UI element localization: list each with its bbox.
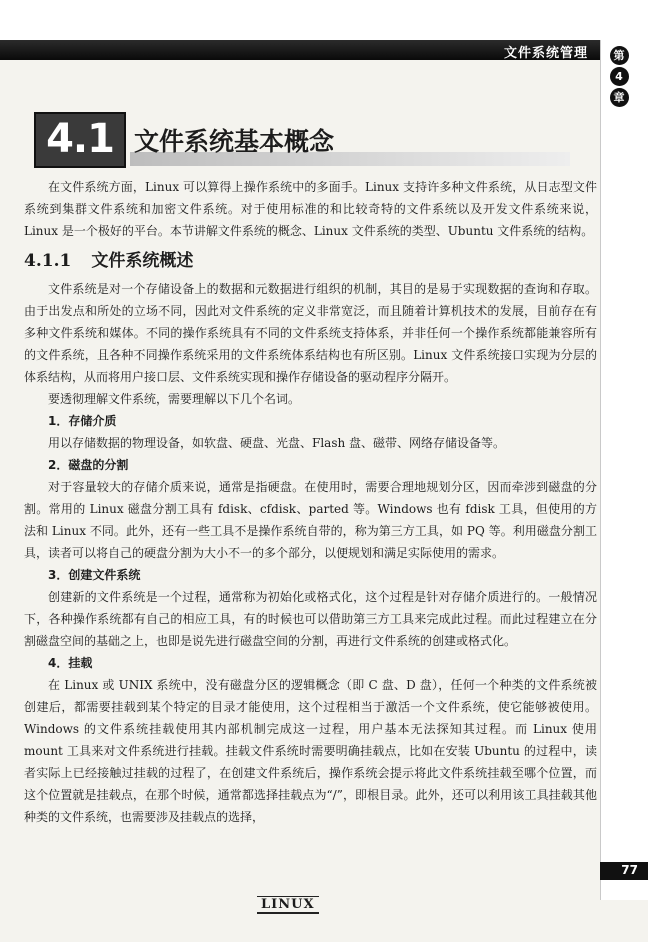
chapter-side-tab bbox=[600, 40, 648, 900]
subsection-title: 文件系统概述 bbox=[91, 251, 194, 271]
footer-logo: LINUX bbox=[257, 896, 319, 914]
running-header-title: 文件系统管理 bbox=[503, 46, 588, 61]
term-body: 用以存储数据的物理设备，如软盘、硬盘、光盘、Flash 盘、磁带、网络存储设备等。 bbox=[48, 436, 506, 450]
intro-paragraph: 在文件系统方面，Linux 可以算得上操作系统中的多面手。Linux 支持许多种文件系统，从日志型文件系统到集群文件系统和加密文件系统。对于使用标准的和比较奇特的文件系统以及开发文件系统来说，Linux 是一个极好的平台。本节讲解文件系统的概念、Linux 文件系统的类型、Ubuntu 文件系统的结构。 bbox=[24, 180, 597, 238]
subsection-heading bbox=[24, 249, 597, 273]
body-paragraph: 文件系统是对一个存储设备上的数据和元数据进行组织的机制，其目的是易于实现数据的查询和存取。由于出发点和所处的立场不同，因此对文件系统的定义非常宽泛，而且随着计算机技术的发展，目前存在有多种文件系统和媒体。不同的操作系统具有不同的文件系统支持体系，并非任何一个操作系统都能兼容所有的文件系统，且各种不同操作系统采用的文件系统体系结构也有所区别。Linux 文件系统接口实现为分层的体系结构，从而将用户接口层、文件系统实现和操作存储设备的驱动程序分隔开。 bbox=[24, 282, 597, 384]
section-number: 4.1 bbox=[34, 112, 126, 168]
page-number-block bbox=[600, 862, 648, 880]
chapter-badge-char: 章 bbox=[610, 88, 629, 107]
page-number: 77 bbox=[621, 863, 638, 877]
chapter-badge bbox=[607, 46, 631, 107]
top-margin bbox=[0, 0, 648, 40]
term-body: 创建新的文件系统是一个过程，通常称为初始化或格式化，这个过程是针对存储介质进行的。一般情况下，各种操作系统都有自己的相应工具，有的时候也可以借助第三方工具来完成此过程。而此过程建立在分割磁盘空间的基础之上，也即是说先进行磁盘空间的分割，再进行文件系统的创建或格式化。 bbox=[24, 590, 597, 648]
page-content bbox=[24, 176, 597, 828]
section-title: 文件系统基本概念 bbox=[134, 127, 335, 156]
section-heading bbox=[30, 108, 560, 168]
chapter-badge-char: 第 bbox=[610, 46, 629, 65]
term-heading: 4．挂载 bbox=[48, 656, 93, 670]
body-paragraph: 要透彻理解文件系统，需要理解以下几个名词。 bbox=[48, 392, 301, 406]
term-body: 在 Linux 或 UNIX 系统中，没有磁盘分区的逻辑概念（即 C 盘、D 盘），任何一个种类的文件系统被创建后，都需要挂载到某个特定的目录才能使用，这个过程相当于激活一个文件系统，使它能够被使用。Windows 的文件系统挂载使用其内部机制完成这一过程，用户基本无法探知其过程。而 Linux 使用 mount 工具来对文件系统进行挂载。挂载文件系统时需要明确挂载点，比如在安装 Ubuntu 的过程中，读者实际上已经接触过挂载的过程了，在创建文件系统后，操作系统会提示将此文件系统挂载至哪个位置，而这个位置就是挂载点，在那个时候，通常都选择挂载点为“/”，即根目录。此外，还可以利用该工具挂载其他种类的文件系统，也需要涉及挂载点的选择， bbox=[24, 678, 597, 824]
term-heading: 2．磁盘的分割 bbox=[48, 458, 129, 472]
running-header bbox=[0, 40, 600, 60]
subsection-number: 4.1.1 bbox=[24, 251, 72, 271]
term-heading: 1．存储介质 bbox=[48, 414, 117, 428]
term-body: 对于容量较大的存储介质来说，通常是指硬盘。在使用时，需要合理地规划分区，因而牵涉到磁盘的分割。常用的 Linux 磁盘分割工具有 fdisk、cfdisk、parted 等。Windows 也有 fdisk 工具，但使用的方法和 Linux 不同。此外，还有一些工具不是操作系统自带的，称为第三方工具，如 PQ 等。利用磁盘分割工具，读者可以将自己的硬盘分割为大小不一的多个部分，以便规划和满足实际使用的需求。 bbox=[24, 480, 597, 560]
term-heading: 3．创建文件系统 bbox=[48, 568, 141, 582]
chapter-badge-number: 4 bbox=[610, 67, 629, 86]
